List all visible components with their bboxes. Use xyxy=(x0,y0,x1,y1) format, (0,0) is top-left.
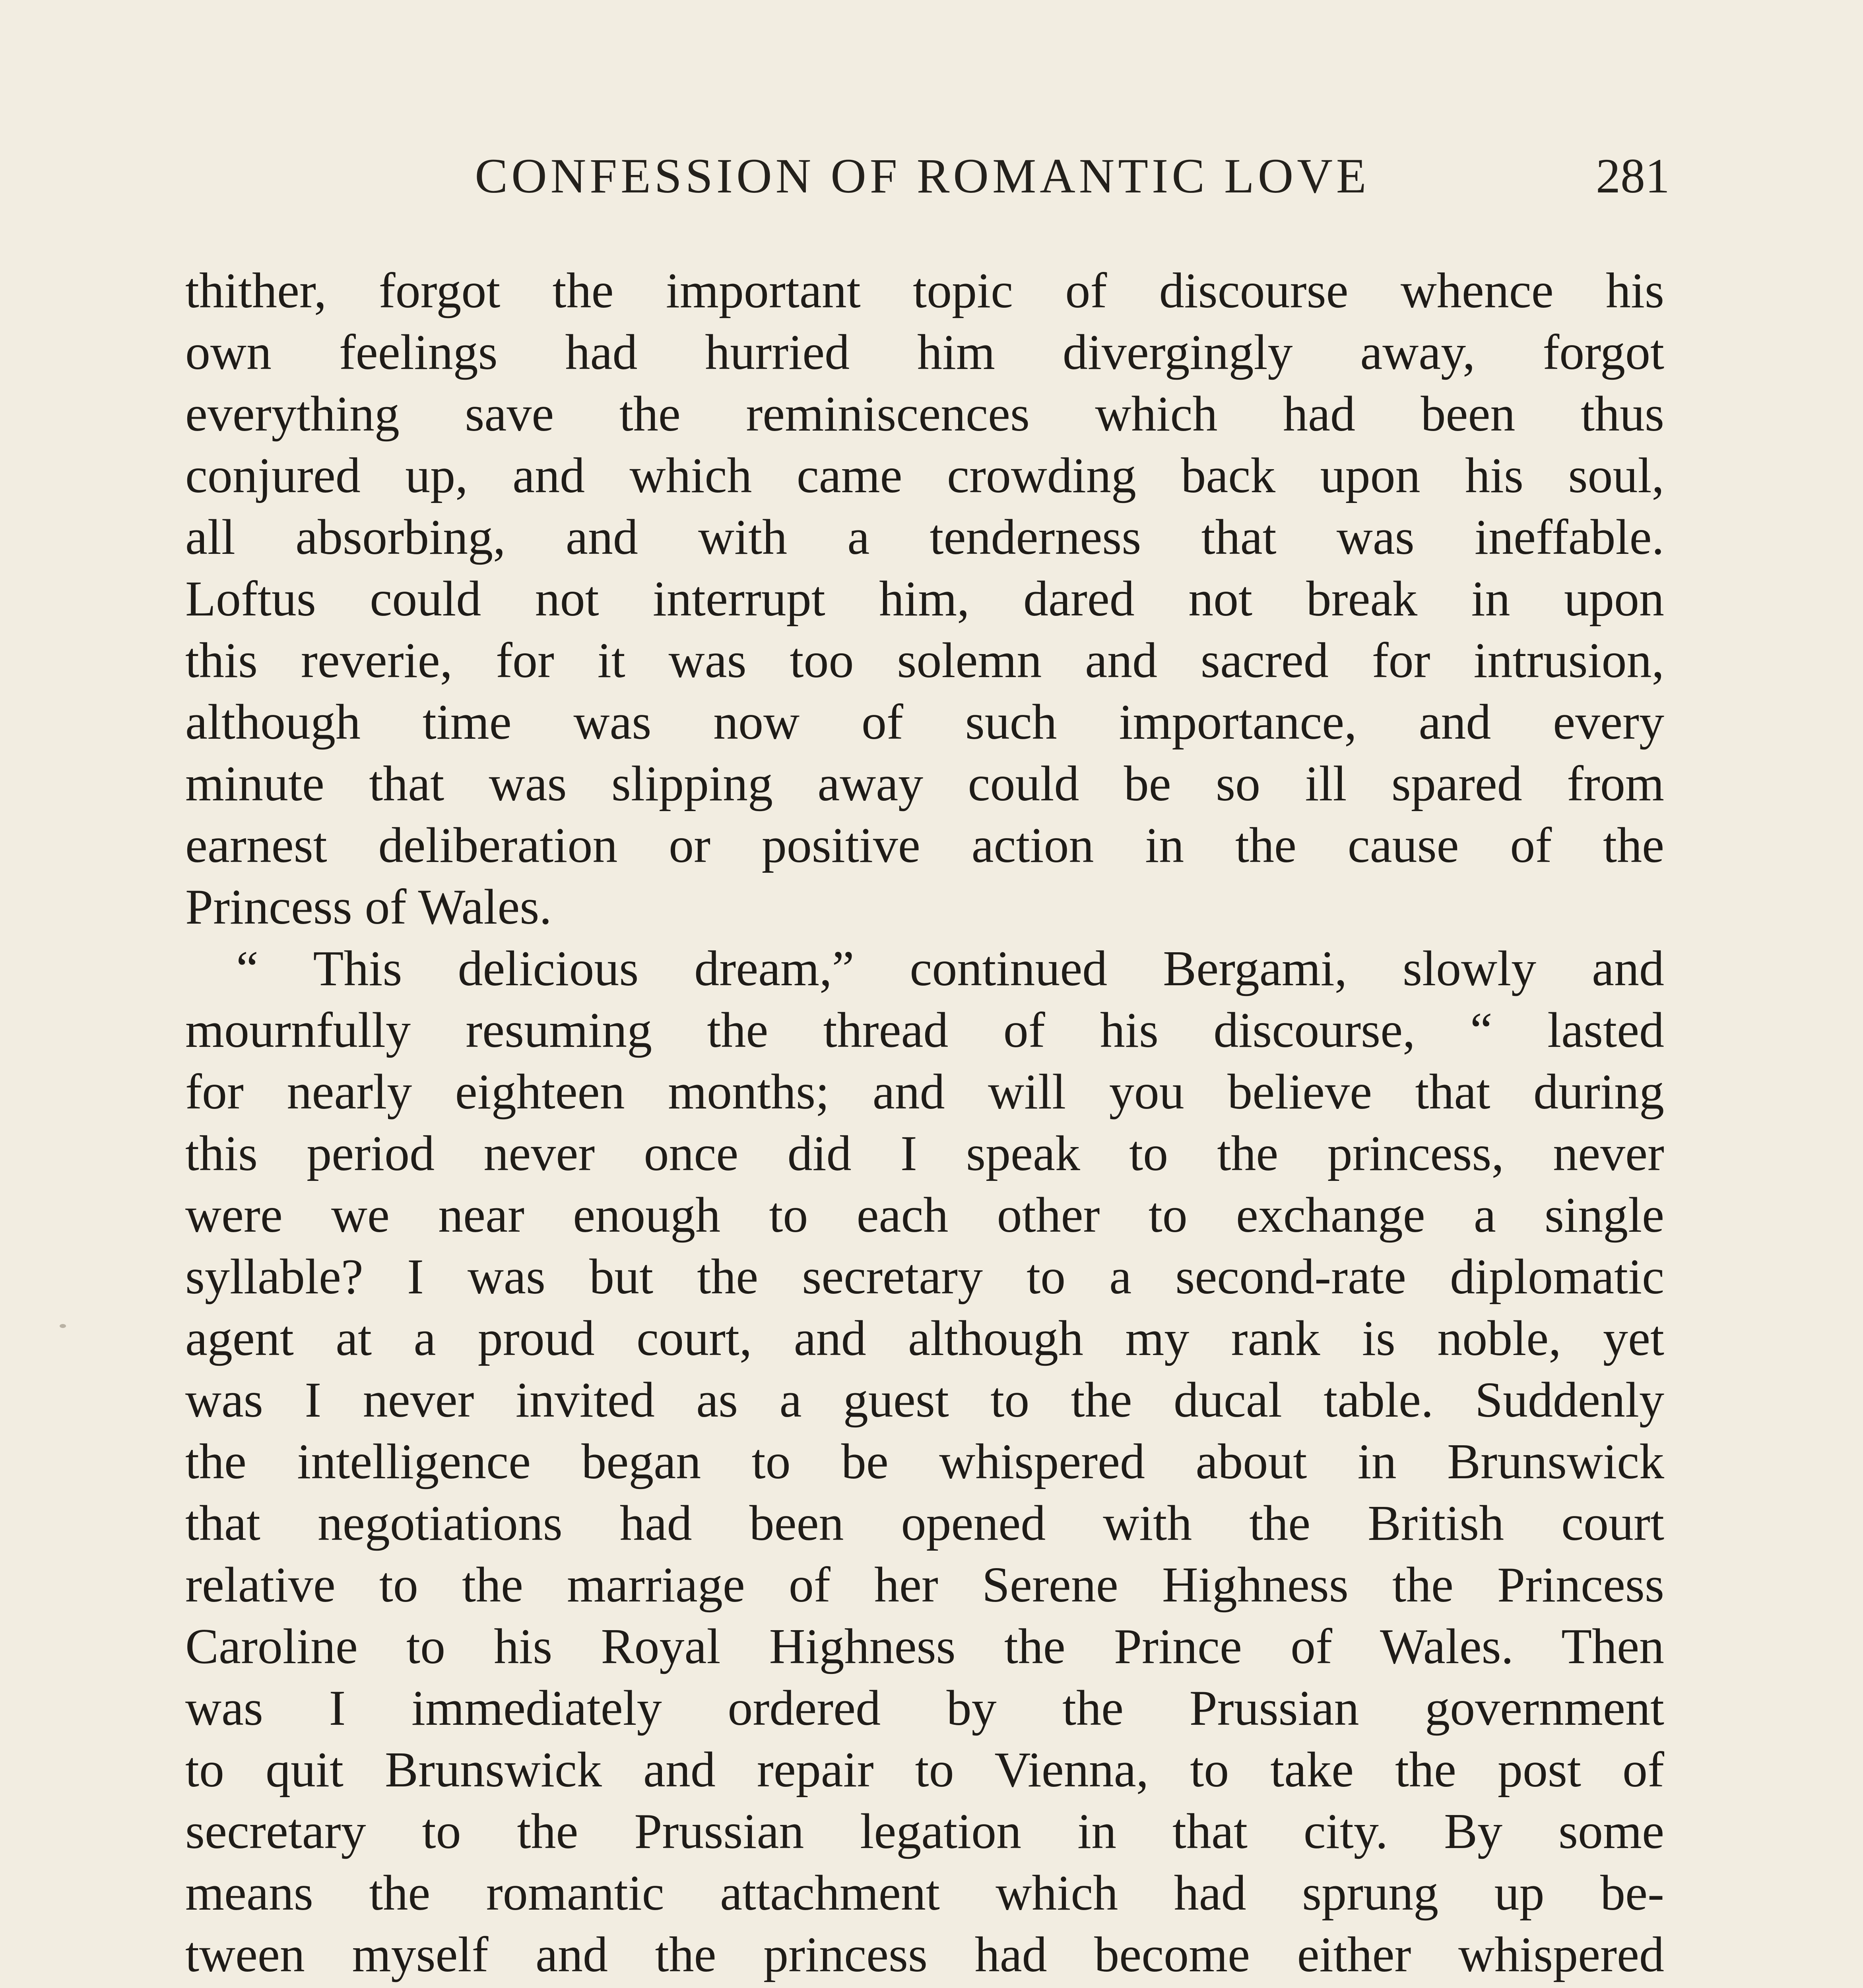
text-line: minute that was slipping away could be so ill spared from xyxy=(185,756,1664,812)
text-line: this reverie, for it was too solemn and sacred for intrusion, xyxy=(185,633,1664,688)
text-line: to quit Brunswick and repair to Vienna, to take the post of xyxy=(185,1742,1664,1798)
text-line: thither, forgot the important topic of discourse whence his xyxy=(185,263,1664,318)
text-line: was I immediately ordered by the Prussian government xyxy=(185,1681,1664,1736)
text-line xyxy=(185,1986,1664,1988)
text-line: tween myself and the princess had become either whispered xyxy=(185,1927,1664,1982)
text-line: the intelligence began to be whispered about in Brunswick xyxy=(185,1434,1664,1489)
text-line: means the romantic attachment which had sprung up be- xyxy=(185,1866,1664,1921)
body-text xyxy=(185,260,1664,1988)
text-line: secretary to the Prussian legation in that city. By some xyxy=(185,1804,1664,1859)
text-line: although time was now of such importance, and every xyxy=(185,695,1664,750)
text-line: agent at a proud court, and although my rank is noble, yet xyxy=(185,1311,1664,1366)
text-line: earnest deliberation or positive action in the cause of the xyxy=(185,818,1664,873)
text-line: Loftus could not interrupt him, dared not break in upon xyxy=(185,571,1664,627)
text-line: everything save the reminiscences which had been thus xyxy=(185,386,1664,442)
text-line: relative to the marriage of her Serene Highness the Princess xyxy=(185,1557,1664,1613)
text-line: were we near enough to each other to exchange a single xyxy=(185,1188,1664,1243)
text-line: Princess of Wales. xyxy=(185,879,552,935)
text-line: Caroline to his Royal Highness the Prince of Wales. Then xyxy=(185,1619,1664,1674)
text-line: this period never once did I speak to the princess, never xyxy=(185,1126,1664,1181)
text-line: syllable? I was but the secretary to a second-rate diplomatic xyxy=(185,1249,1664,1305)
page-number: 281 xyxy=(1596,149,1670,203)
paper-speck xyxy=(60,1324,66,1328)
text-line: was I never invited as a guest to the ducal table. Suddenly xyxy=(185,1373,1664,1428)
paragraph-start-line: “ This delicious dream,” continued Bergami, slowly and xyxy=(236,941,1664,996)
text-line: that negotiations had been opened with the British court xyxy=(185,1496,1664,1551)
text-line: mournfully resuming the thread of his discourse, “ lasted xyxy=(185,1003,1664,1058)
text-line: conjured up, and which came crowding back upon his soul, xyxy=(185,448,1664,503)
running-header-title: CONFESSION OF ROMANTIC LOVE xyxy=(475,149,1370,203)
text-line: own feelings had hurried him divergingly away, forgot xyxy=(185,325,1664,380)
text-line: all absorbing, and with a tenderness that was ineffable. xyxy=(185,510,1664,565)
text-line: for nearly eighteen months; and will you believe that during xyxy=(185,1064,1664,1120)
